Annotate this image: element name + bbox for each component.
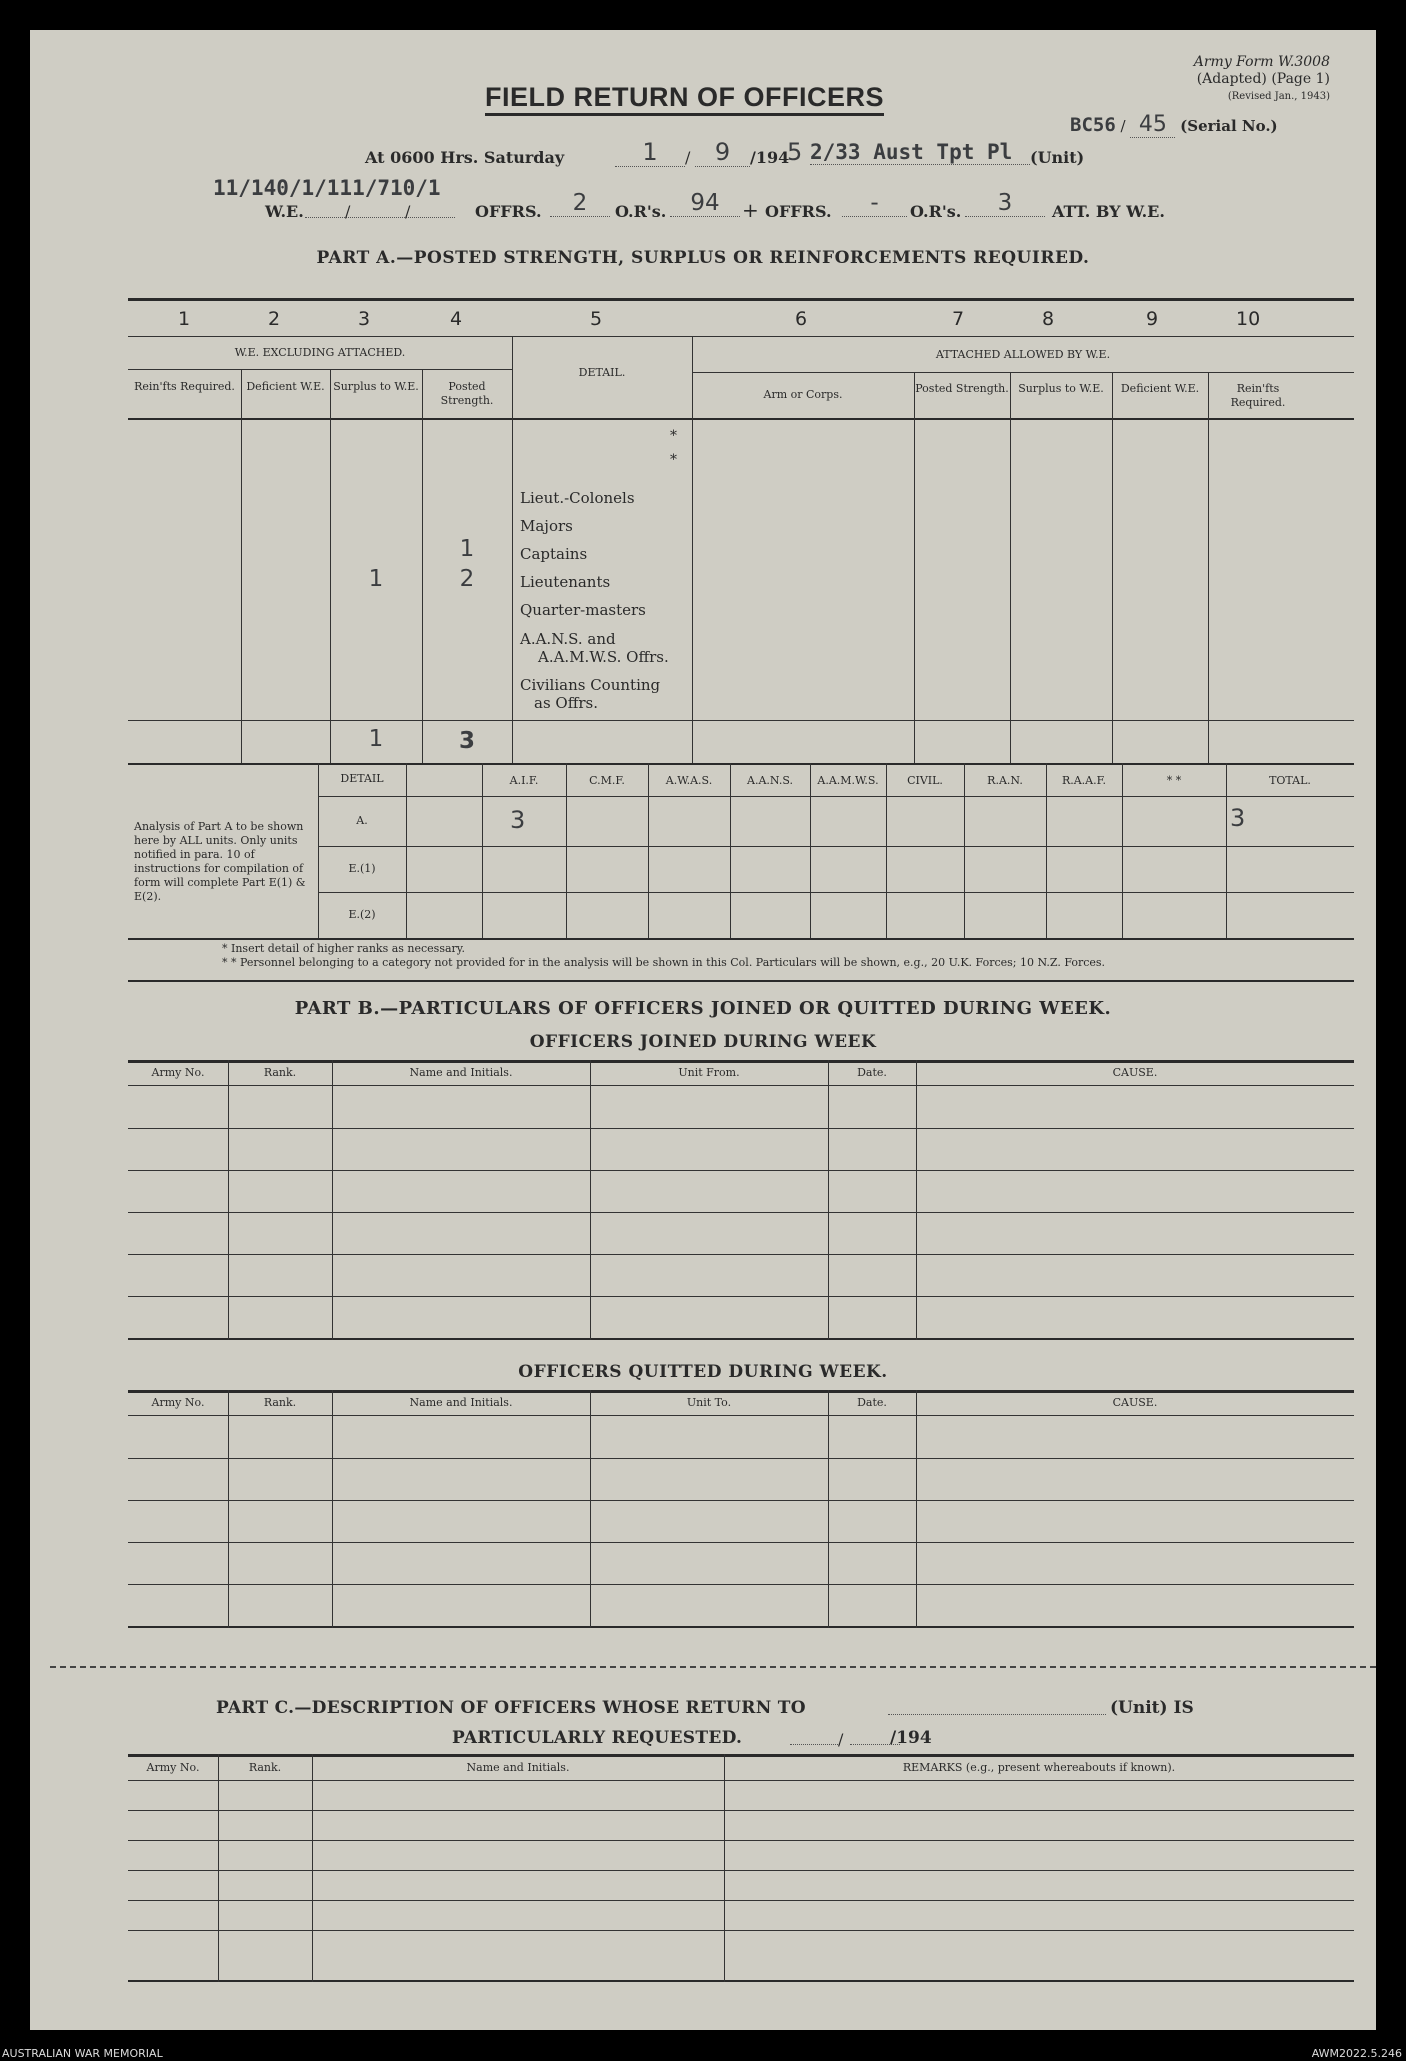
rank-civilians: Civilians Counting bbox=[520, 676, 661, 694]
j-hdr-rank: Rank. bbox=[263, 1066, 297, 1079]
lieutenants-surplus: 1 bbox=[368, 566, 384, 592]
serial-prefix: BC56 bbox=[1070, 114, 1116, 136]
q-hdr-cause: CAUSE. bbox=[1112, 1396, 1158, 1409]
an-hdr-aamws: A.A.M.W.S. bbox=[817, 774, 879, 787]
an-hdr-detail: DETAIL bbox=[340, 772, 384, 785]
date-month: 9 bbox=[695, 138, 750, 167]
unit-value: 2/33 Aust Tpt Pl bbox=[810, 140, 1030, 165]
col-num-6: 6 bbox=[795, 308, 808, 330]
j-hdr-army-no: Army No. bbox=[151, 1066, 205, 1079]
q-hdr-unit-to: Unit To. bbox=[686, 1396, 732, 1409]
part-c-slash: / bbox=[838, 1730, 844, 1749]
we-reference: 11/140/1/111/710/1 bbox=[213, 176, 441, 200]
serial-value: 45 bbox=[1130, 112, 1175, 138]
unit-label: (Unit) bbox=[1030, 148, 1085, 167]
rank-lieutenants: Lieutenants bbox=[520, 573, 611, 591]
hdr-reinfts-required: Rein'fts Required. bbox=[134, 380, 235, 393]
note-2: * * Personnel belonging to a category not provided for in the analysis will be shown in this Col. Particulars will be shown, e.g., 20 U.K. Forces; 10 N.Z. Forces. bbox=[222, 956, 1106, 969]
c-hdr-name: Name and Initials. bbox=[466, 1761, 570, 1774]
an-hdr-aans: A.A.N.S. bbox=[747, 774, 793, 787]
part-c-requested: PARTICULARLY REQUESTED. bbox=[452, 1728, 743, 1748]
hdr-att-surplus: Surplus to W.E. bbox=[1018, 382, 1104, 395]
detail-header: DETAIL. bbox=[578, 366, 626, 379]
rank-captains: Captains bbox=[520, 545, 588, 563]
serial-slash: / bbox=[1120, 117, 1126, 135]
hdr-arm-corps: Arm or Corps. bbox=[763, 388, 843, 401]
an-hdr-aif: A.I.F. bbox=[509, 774, 539, 787]
total-posted: 3 bbox=[458, 728, 475, 754]
col-num-2: 2 bbox=[268, 308, 281, 330]
an-hdr-raaf: R.A.A.F. bbox=[1061, 774, 1107, 787]
part-c-title: PART C.—DESCRIPTION OF OFFICERS WHOSE RETURN TO bbox=[216, 1698, 806, 1718]
rank-list bbox=[520, 484, 669, 712]
an-hdr-cmf: C.M.F. bbox=[589, 774, 625, 787]
total-surplus: 1 bbox=[368, 726, 384, 752]
date-day: 1 bbox=[615, 138, 685, 167]
q-hdr-army-no: Army No. bbox=[151, 1396, 205, 1409]
col-num-5: 5 bbox=[590, 308, 603, 330]
form-id-block bbox=[1090, 54, 1330, 105]
col-num-7: 7 bbox=[952, 308, 965, 330]
rank-qm: Quarter-masters bbox=[520, 601, 646, 619]
quitted-title: OFFICERS QUITTED DURING WEEK. bbox=[518, 1362, 888, 1382]
ors-label: O.R's. bbox=[615, 202, 667, 221]
serial-label: (Serial No.) bbox=[1180, 117, 1278, 135]
footer-source: AUSTRALIAN WAR MEMORIAL bbox=[2, 2047, 163, 2060]
part-b-title: PART B.—PARTICULARS OF OFFICERS JOINED OR QUITTED DURING WEEK. bbox=[294, 998, 1112, 1019]
part-a-title: PART A.—POSTED STRENGTH, SURPLUS OR REINFORCEMENTS REQUIRED. bbox=[316, 248, 1090, 268]
col-num-10: 10 bbox=[1236, 308, 1261, 330]
col-num-4: 4 bbox=[450, 308, 463, 330]
year-prefix: 194 bbox=[755, 148, 790, 167]
page-title: FIELD RETURN OF OFFICERS bbox=[485, 82, 884, 116]
analysis-a-aif: 3 bbox=[510, 806, 526, 834]
offrs-label: OFFRS. bbox=[475, 202, 542, 221]
star-2: * bbox=[670, 452, 677, 468]
j-hdr-cause: CAUSE. bbox=[1112, 1066, 1158, 1079]
c-hdr-remarks: REMARKS (e.g., present whereabouts if known). bbox=[902, 1761, 1176, 1774]
an-row-a: A. bbox=[356, 814, 368, 827]
an-hdr-other: * * bbox=[1166, 774, 1182, 787]
form-number: Army Form W.3008 bbox=[1193, 54, 1330, 70]
att-label: ATT. BY W.E. bbox=[1052, 202, 1165, 221]
offrs-att-value: - bbox=[842, 190, 907, 217]
hdr-deficient-we: Deficient W.E. bbox=[246, 380, 325, 393]
hdr-att-reinfts: Rein'fts Required. bbox=[1230, 382, 1286, 409]
we-label: W.E. bbox=[265, 202, 304, 221]
joined-title: OFFICERS JOINED DURING WEEK bbox=[529, 1032, 877, 1052]
column-numbers bbox=[128, 308, 1354, 330]
hdr-surplus-we: Surplus to W.E. bbox=[333, 380, 419, 393]
footer-id: AWM2022.5.246 bbox=[1311, 2047, 1402, 2060]
c-hdr-rank: Rank. bbox=[248, 1761, 282, 1774]
j-hdr-date: Date. bbox=[857, 1066, 887, 1079]
analysis-note: Analysis of Part A to be shown here by ALL units. Only units notified in para. 10 of instructions for compilation of form will complete Part E(1) & E(2). bbox=[134, 820, 306, 903]
hdr-posted-strength: Posted Strength. bbox=[440, 380, 494, 407]
hdr-att-posted-strength: Posted Strength. bbox=[915, 382, 1009, 395]
form-page: Army Form W.3008 (Adapted) (Page 1) (Revised Jan., 1943) FIELD RETURN OF OFFICERS BC56 / 45 (Serial No.) At 0600 Hrs. Saturday 1 / 9 /194 5 2/33 Aust Tpt Pl (Unit) 11/140/1/111/710/1 W.E. / / OFFRS. 2 O.R's. 94 + OFFRS. - O.R's. 3 ATT. BY W.E. PART A.—POSTED STRENGTH, SURPLUS OR REINFORCEMENTS REQUIRED. 1 2 3 4 5 6 7 8 9 10 W.E. EXCLUDING ATTACHED. ATTACHED ALLOWED BY W.E. DETAIL. Rein'fts Required. Deficient W.E. Surplus to W.E. Posted Strength. Arm or Corps. Posted Strength. Surplus to W.E. Deficient W.E. Rein'fts Required. * * Lieut.-Colonels Majors Captains Lieutenants Quarter-masters A.A.N.S. and A.A.M.W.S. Offrs. Civilians Counting as Offrs. 1 1 2 1 3 Analysis of Part A to be shown here by ALL units. Only units notified in para. 10 of instructions for compilation of form will complete Part E(1) & E(2). DETAIL A.I.F. C.M.F. A.W.A.S. A.A.N.S. A.A.M.W.S. CIVIL. R.A.N. R.A.A.F. * * TOTAL. A. E.(1) E.(2) 3 3 * Insert detail of higher ranks as necessary. * * Personnel belonging to a category not provided for in the analysis will be shown in this Col. Particulars will be shown, e.g., 20 U.K. Forces; 10 N.Z. Forces. PART B.—PARTICULARS OF OFFICERS JOINED OR QUITTED DURING WEEK. OFFICERS JOINED DURING WEEK Army No. Rank. Name and Initials. Unit From. Date. CAUSE. OFFICERS QUITTED DURING WEEK. Army No. Rank. Name and Initials. Unit To. Date. CAUSE. PART C.—DESCRIPTION OF OFFICERS WHOSE RETURN TO (Unit) IS PARTICULARLY REQUESTED. / /194 Army No. Rank. Name and Initials. REMARKS (e.g., present whereabouts if known). bbox=[30, 30, 1376, 2030]
plus-sign: + bbox=[742, 198, 759, 222]
an-hdr-total: TOTAL. bbox=[1269, 774, 1311, 787]
captains-posted: 1 bbox=[459, 536, 475, 562]
col-num-1: 1 bbox=[178, 308, 191, 330]
form-adapted: (Adapted) (Page 1) bbox=[1196, 71, 1330, 87]
ors-att-value: 3 bbox=[965, 190, 1045, 217]
c-hdr-army-no: Army No. bbox=[146, 1761, 200, 1774]
offrs-value: 2 bbox=[550, 190, 610, 217]
serial-number bbox=[1070, 112, 1278, 138]
offrs-att-label: OFFRS. bbox=[765, 202, 832, 221]
an-row-e1: E.(1) bbox=[348, 862, 376, 875]
q-hdr-date: Date. bbox=[857, 1396, 887, 1409]
q-hdr-rank: Rank. bbox=[263, 1396, 297, 1409]
star-1: * bbox=[670, 428, 677, 444]
analysis-a-total: 3 bbox=[1230, 804, 1246, 832]
rank-majors: Majors bbox=[520, 517, 573, 535]
perforation-line bbox=[50, 1666, 1376, 1668]
group-attached: ATTACHED ALLOWED BY W.E. bbox=[935, 348, 1111, 361]
col-num-9: 9 bbox=[1146, 308, 1159, 330]
j-hdr-unit-from: Unit From. bbox=[678, 1066, 740, 1079]
ors-att-label: O.R's. bbox=[910, 202, 962, 221]
an-hdr-ran: R.A.N. bbox=[987, 774, 1023, 787]
q-hdr-name: Name and Initials. bbox=[409, 1396, 513, 1409]
part-c-year: /194 bbox=[890, 1728, 932, 1748]
j-hdr-name: Name and Initials. bbox=[409, 1066, 513, 1079]
an-row-e2: E.(2) bbox=[348, 908, 376, 921]
col-num-3: 3 bbox=[358, 308, 371, 330]
note-1: * Insert detail of higher ranks as necessary. bbox=[222, 942, 466, 955]
date-line-label: At 0600 Hrs. Saturday bbox=[365, 148, 565, 167]
part-c-unit: (Unit) IS bbox=[1110, 1698, 1194, 1718]
rank-civilians-2: as Offrs. bbox=[534, 694, 598, 712]
rank-aamws: A.A.M.W.S. Offrs. bbox=[538, 648, 669, 666]
rank-lt-col: Lieut.-Colonels bbox=[520, 489, 635, 507]
an-hdr-civil: CIVIL. bbox=[907, 774, 943, 787]
hdr-att-deficient: Deficient W.E. bbox=[1120, 382, 1200, 395]
lieutenants-posted: 2 bbox=[459, 566, 475, 592]
group-we-excluding: W.E. EXCLUDING ATTACHED. bbox=[234, 346, 406, 359]
rank-aans: A.A.N.S. and bbox=[520, 630, 616, 648]
form-revised: (Revised Jan., 1943) bbox=[1227, 91, 1330, 102]
an-hdr-awas: A.W.A.S. bbox=[665, 774, 713, 787]
ors-value: 94 bbox=[670, 190, 740, 217]
col-num-8: 8 bbox=[1042, 308, 1055, 330]
year-digit: 5 bbox=[787, 138, 803, 166]
